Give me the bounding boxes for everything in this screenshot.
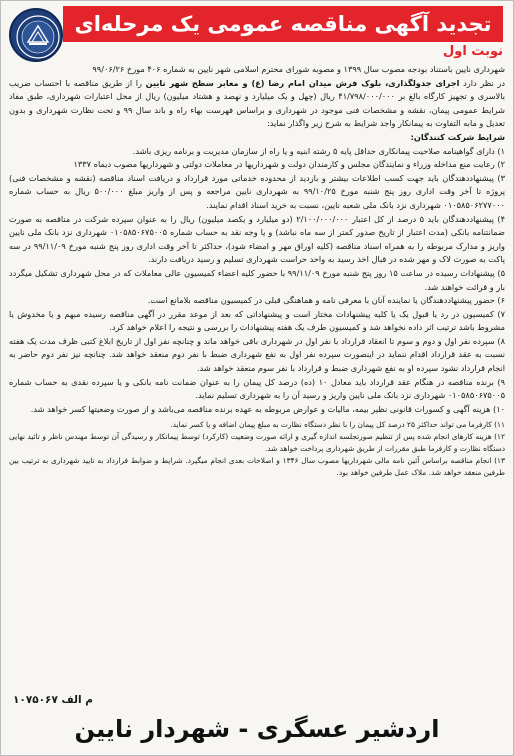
reference-number: م الف ۱۰۷۵۰۶۷ — [13, 694, 93, 706]
condition-item: ۵) پیشنهادات رسیده در ساعت ۱۵ روز پنج شنبه مورخ ۹۹/۱۱/۰۹ با حضور کلیه اعضاء کمیسیون عالی معاملات که در محل شهرداری تشکیل میگردد باز و قرائت خواهند شد. — [9, 267, 505, 292]
note-item: ۱۳) انجام مناقصه براساس آئین نامه مالی شهرداریها مصوب سال ۱۳۴۶ و اصلاحات بعدی انجام میگیرد. شرایط و ضوابط قرارداد به تایید شهرداری به ترتیب بین طرفین منعقد خواهد شد. ملاک عمل طرفین خواهد بود. — [9, 456, 505, 478]
notice-headline: تجدید آگهی مناقصه عمومی یک مرحله‌ای — [63, 6, 503, 42]
intro-line-1: شهرداری نایین باستناد بودجه مصوب سال ۱۳۹۹ و مصوبه شورای محترم اسلامی شهر نایین به شماره ۴۰۶ مورخ ۹۹/۰۶/۲۶ — [92, 64, 505, 74]
project-title: اجرای جدولگذاری، بلوک فرش میدان امام رضا (ع) و معابر سطح شهر نایین — [145, 77, 460, 88]
condition-item: ۱۰) هزینه آگهی و کسورات قانونی نظیر بیمه، مالیات و عوارض مربوطه به عهده برنده مناقصه می‌باشد و از صورت وضعیتها کسر خواهد شد. — [30, 403, 505, 414]
municipality-logo-icon — [9, 8, 63, 62]
intro-paragraph — [9, 77, 505, 131]
conditions-list — [9, 145, 505, 417]
condition-item: ۸) سپرده نفر اول و دوم و سوم تا انعقاد قرارداد با نفر اول در شهرداری باقی خواهد ماند و چنانچه نفر اول از تاریخ ابلاغ کتبی ظرف مدت یک هفته نسبت به عقد قرارداد اقدام ننماید در اینصورت سپرده نفر اول به نفع شهرداری ضبط با نفر دوم منعقد خواهد شد. چنانچه نیز نفر دوم حاضر به انجام قرارداد نشود سپرده او به نفع شهرداری ضبط و قرارداد با نفر سوم منعقد خواهد شد. — [9, 335, 505, 374]
notice-body — [9, 63, 505, 689]
note-item: ۱۲) هزینه کارهای انجام شده پس از تنظیم صورتجلسه اندازه گیری و ارائه صورت وضعیت (کارکرد) توسط پیمانکار و رسیدگی آن توسط مهندس ناظر و تائید نهایی دستگاه نظارت و کارفرما طبق مقررات از طریق شهرداری پرداخت خواهد شد. — [9, 432, 505, 454]
condition-item: ۶) حضور پیشنهاددهندگان یا نماینده آنان با معرفی نامه و هماهنگی قبلی در کمیسیون مناقصه بلامانع است. — [147, 295, 505, 306]
condition-item: ۹) برنده مناقصه در هنگام عقد قرارداد باید معادل ۱۰ (ده) درصد کل پیمان را به عنوان ضمانت نامه بانکی و یا سپرده نقدی به حساب شماره ۰۱۰۵۸۵۰۶۷۵۰۰۵ شهرداری نزد بانک ملی نایین واریز و رسید آن را به شهرداری تسلیم نماید. — [9, 376, 505, 401]
conditions-heading: شرایط شرکت کنندگان: — [410, 131, 505, 142]
notice-header — [7, 6, 507, 62]
mayor-signature: اردشیر عسگری - شهردار نایین — [74, 715, 440, 743]
condition-item: ۳) پیشنهاددهندگان باید جهت کسب اطلاعات بیشتر و بازدید از محدوده خدماتی مورد قرارداد و دریافت اسناد مناقصه (نقشه و مشخصات فنی) پروژه تا آخر وقت اداری روز پنج شنبه مورخ ۹۹/۱۰/۲۵ به شهرداری نایین مراجعه و پس از واریز مبلغ ۵۰۰/۰۰۰ ریال به حساب شماره ۰۱۰۵۸۵۰۶۲۷۷۰۰۰ شهرداری نزد بانک ملی شعبه نایین، نسبت به خرید اسناد اقدام نمایند. — [9, 172, 505, 210]
notes-list — [9, 419, 505, 479]
note-item: ۱۱) کارفرما می تواند حداکثر ۲۵ درصد کل پیمان را با نظر دستگاه نظارت به مبلغ پیمان اضافه و یا کسر نماید. — [170, 420, 505, 430]
intro-pre: در نظر دارد — [459, 77, 505, 88]
intro-post: را از طریق مناقصه با احتساب ضریب بالاسری و تجهیز کارگاه بالغ بر ۴۱/۷۹۸/۰۰۰/۰۰۰ ریال (چهل و یک میلیارد و نهصد و هشتاد میلیون) ریال از محل اعتبارات شهرداری، طبق مفاد شرایط عمومی پیمان، نقشه و مشخصات فنی موجود در شهرداری و براساس فهرست بهاء راه و باند سال ۹۹ و تحت نظارت شهرداری و بدون تعدیل و مابه التفاوت به پیمانکار واجد شرایط به شرح زیر واگذار نماید: — [9, 77, 505, 129]
notice-round-label: نوبت اول — [442, 44, 503, 59]
condition-item: ۲) رعایت منع مداخله وزراء و نمایندگان مجلس و کارمندان دولت و شهرداریها در معاملات دولتی و شهرداریها مصوب دیماه ۱۳۳۷ — [73, 159, 505, 170]
condition-item: ۷) کمیسیون در رد یا قبول یک یا کلیه پیشنهادات مختار است و پیشنهاداتی که بعد از موعد مقرر در آگهی مناقصه رسیده مبهم و یا مخدوش یا مشروط باشد ترتیب اثر داده نخواهد شد و کمیسیون طرف یک هفته پیشنهادات را بررسی و نتیجه را اعلام خواهد کرد. — [9, 308, 505, 333]
condition-item: ۴) پیشنهاددهندگان باید ۵ درصد از کل اعتبار ۲/۱۰۰/۰۰۰/۰۰۰ (دو میلیارد و یکصد میلیون) ریال را به عنوان سپرده شرکت در مناقصه به صورت ضمانتنامه بانکی (مدت اعتبار از تاریخ صدور کمتر از سه ماه نباشد) و یا وجه نقد به حساب شماره ۰۱۰۵۸۵۰۶۷۵۰۰۵ شهرداری نزد بانک ملی نایین واریز و مدارک مربوطه را به همراه اسناد مناقصه (کلیه اوراق مهر و امضاء شود)، حداکثر تا آخر وقت اداری روز پنج شنبه مورخ ۹۹/۱۱/۰۹ در سه پاکت به صورت لاک و مهر شده در قبال اخذ رسید به واحد حراست شهرداری تسلیم و رسید دریافت دارند. — [9, 213, 505, 265]
condition-item: ۱) دارای گواهینامه صلاحیت پیمانکاری حداقل پایه ۵ رشته ابنیه و یا راه از سازمان مدیریت و برنامه ریزی باشد. — [132, 145, 505, 156]
